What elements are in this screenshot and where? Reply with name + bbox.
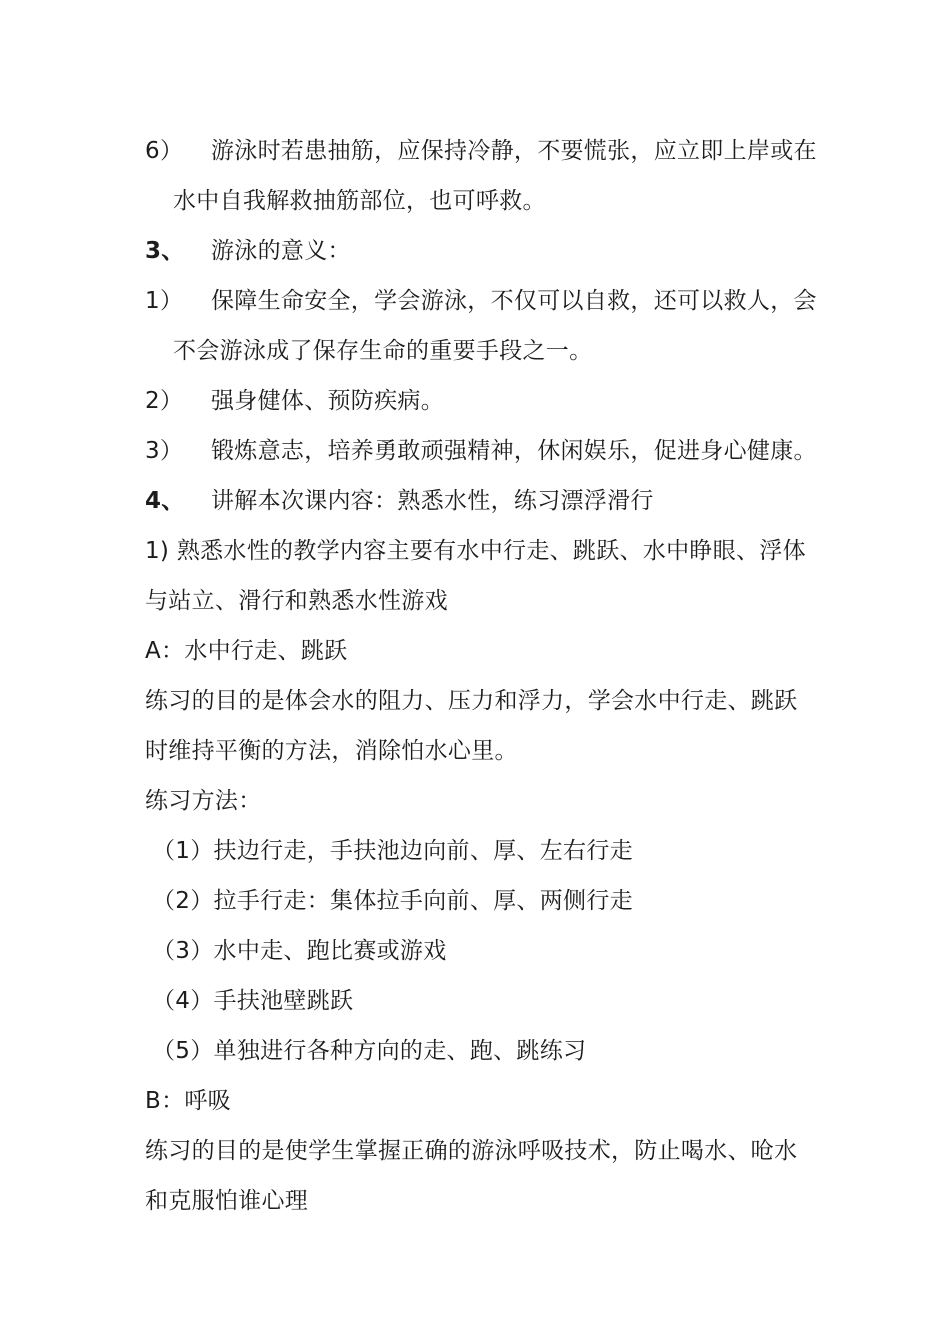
method-item-4: （4）手扶池壁跳跃 [152, 988, 354, 1014]
method-item-5: （5）单独进行各种方向的走、跑、跳练习 [152, 1038, 587, 1064]
item-number: 1） [145, 288, 184, 314]
item-text: 强身健体、预防疾病。 [211, 388, 444, 414]
part-b-heading: B：呼吸 [145, 1088, 231, 1114]
part-b-purpose-line-1: 练习的目的是使学生掌握正确的游泳呼吸技术，防止喝水、呛水 [145, 1138, 798, 1164]
item-number: 2） [145, 388, 184, 414]
method-item-2: （2）拉手行走：集体拉手向前、厚、两侧行走 [152, 888, 633, 914]
section-number: 3、 [145, 238, 185, 264]
section-3-heading [145, 236, 351, 266]
meaning-item-1-line-2: 不会游泳成了保存生命的重要手段之一。 [173, 338, 593, 364]
section-number: 4、 [145, 488, 185, 514]
part-b-purpose-line-2: 和克服怕谁心理 [145, 1188, 309, 1214]
section-4-heading [145, 486, 654, 516]
paragraph-1-line-1: 1) 熟悉水性的教学内容主要有水中行走、跳跃、水中睁眼、浮体 [145, 538, 806, 564]
section-title: 讲解本次课内容：熟悉水性，练习漂浮滑行 [211, 488, 654, 514]
item-text: 游泳时若患抽筋，应保持冷静，不要慌张，应立即上岸或在 [211, 138, 817, 164]
method-item-1: （1）扶边行走，手扶池边向前、厚、左右行走 [152, 838, 633, 864]
item-text: 保障生命安全，学会游泳，不仅可以自救，还可以救人，会 [211, 288, 817, 314]
part-a-methods-label: 练习方法： [145, 788, 262, 814]
item-number: 3） [145, 438, 184, 464]
meaning-item-2 [145, 386, 444, 416]
section-title: 游泳的意义： [211, 238, 351, 264]
part-a-heading: A：水中行走、跳跃 [145, 638, 348, 664]
part-a-purpose-line-2: 时维持平衡的方法，消除怕水心里。 [145, 738, 518, 764]
meaning-item-1-line-1 [145, 286, 817, 316]
item-6-line-2: 水中自我解救抽筋部位，也可呼救。 [173, 188, 546, 214]
meaning-item-3 [145, 436, 817, 466]
method-item-3: （3）水中走、跑比赛或游戏 [152, 938, 447, 964]
item-6-line-1 [145, 136, 817, 166]
part-a-purpose-line-1: 练习的目的是体会水的阻力、压力和浮力，学会水中行走、跳跃 [145, 688, 798, 714]
item-text: 锻炼意志，培养勇敢顽强精神，休闲娱乐，促进身心健康。 [211, 438, 817, 464]
paragraph-1-line-2: 与站立、滑行和熟悉水性游戏 [145, 588, 448, 614]
item-number: 6） [145, 138, 184, 164]
